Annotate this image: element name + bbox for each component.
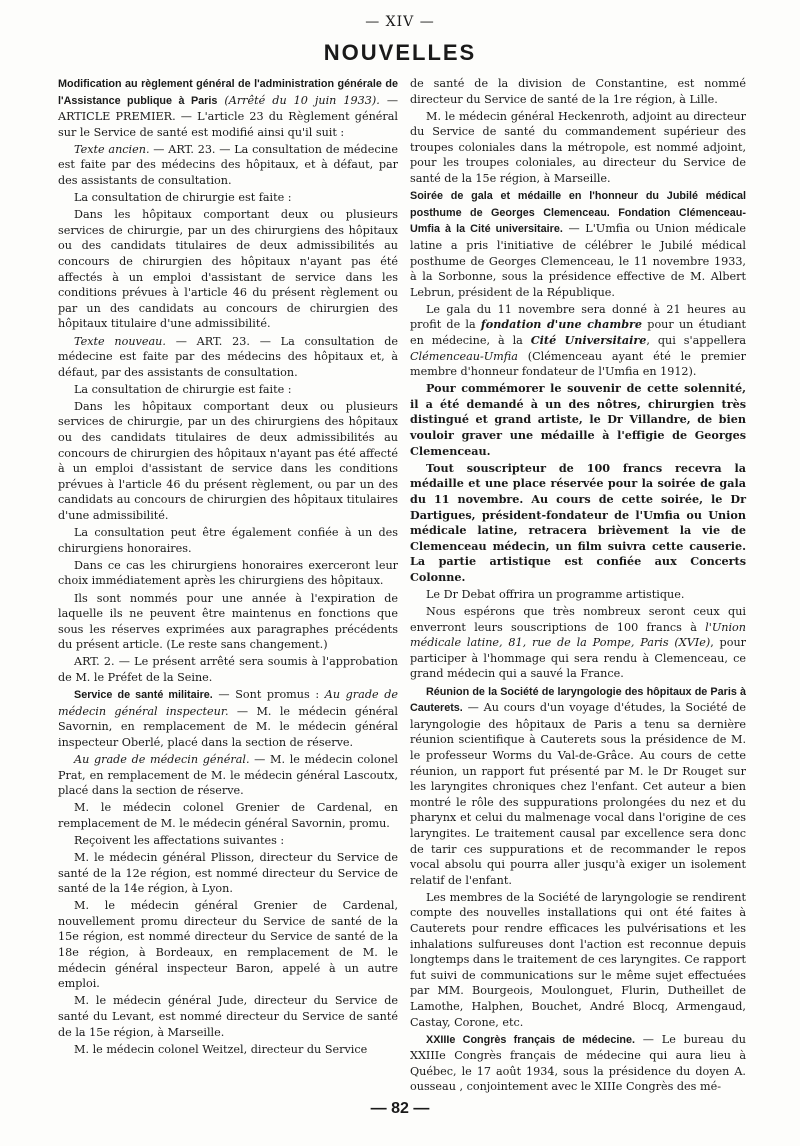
text-run: pour un étudiant en médecine, à la [410, 318, 747, 347]
paragraph: Dans les hôpitaux comportant deux ou plusieurs services de chirurgie, par un des chirurgiens des hôpitaux ou des candidats titulaires de deux admissibilités au concours de chirurgien des hôpitaux n'ayant pas été affectés à un emploi d'assistant de service dans les conditions prévues à l'article 46 du présent règlement ou par un des candidats au concours de chirurgien des hôpitaux titulaire d'une admissibilité. [58, 208, 398, 331]
article-laryngologie [410, 684, 746, 889]
section-title: NOUVELLES [323, 40, 477, 65]
paragraph [410, 604, 746, 682]
text-run: Nous espérons que très nombreux seront ceux qui enverront leurs souscriptions de 100 francs à [410, 605, 746, 634]
text-run: , qui s'appellera [646, 334, 747, 347]
emphasis: Clémenceau-Umfia [410, 349, 518, 363]
article-clemenceau [410, 188, 746, 300]
paragraph: Les membres de la Société de laryngologie se rendirent compte des nouvelles installations qui ont été faites à Cauterets pour rendre efficaces les pulvérisations et les inhalations sulfureuses dont l'action est reconnue depuis longtemps dans le traitement de ces laryngites. Ce rapport fut suivi de communications sur le même sujet effectuées par MM. Bourgeois, Moulonguet, Flurin, Dutheillet de Lamothe, Halphen, Bouchet, André Blocq, Armengaud, Castay, Corone, etc. [410, 890, 746, 1029]
paragraph: Dans les hôpitaux comportant deux ou plusieurs services de chirurgie, par un des chirurgiens des hôpitaux ou des candidats titulaires de deux admissibilités au concours de chirurgien des hôpitaux n'ayant pas été affecté à un emploi d'assistant de service dans les conditions prévues à l'article 46 du présent règlement, ou par un des candidats au concours de chirurgien des hôpitaux titulaires d'une admissibilité. [58, 399, 398, 523]
text-label: Texte ancien. [74, 142, 150, 156]
arrete-date: (Arrêté du 10 juin 1933). [224, 93, 380, 107]
paragraph: M. le médecin général Plisson, directeur du Service de santé de la 12e région, est nommé directeur du Service de santé de la 14e région, à Lyon. [58, 851, 398, 896]
paragraph: La consultation peut être également confiée à un des chirurgiens honoraires. [58, 526, 398, 555]
article-assistance [58, 76, 398, 140]
paragraph-text: — Sont promus : [218, 688, 320, 702]
article-heading: Soirée de gala et médaille en l'honneur du Jubilé médical posthume de Georges Clemenceau. Fondation Clémenceau-Umfia à la Cité universitaire. [410, 190, 746, 236]
paragraph: La consultation de chirurgie est faite : [74, 382, 292, 396]
emphasis: l'Union médicale latine, 81, rue de la Pompe, Paris (XVIe) [410, 620, 746, 650]
left-column [58, 76, 398, 1059]
paragraph: La consultation de chirurgie est faite : [74, 191, 292, 205]
paragraph: ART. 2. — Le présent arrêté sera soumis à l'approbation de M. le Préfet de la Seine. [58, 655, 398, 684]
paragraph: Reçoivent les affectations suivantes : [74, 833, 285, 847]
paragraph: Pour commémorer le souvenir de cette solennité, il a été demandé à un des nôtres, chirurgien très distingué et grand artiste, le Dr Villandre, de bien vouloir graver une médaille à l'effigie de Georges Clemenceau. [410, 381, 746, 458]
grade-label: Au grade de médecin général inspecteur. [58, 688, 399, 718]
article-heading: Modification au règlement général de l'administration générale de l'Assistance publique à Paris [58, 78, 398, 107]
article-heading: Service de santé militaire. [74, 689, 213, 702]
paragraph: M. le médecin général Grenier de Cardenal, nouvellement promu directeur du Service de santé de la 15e région, est nommé directeur du Service de santé de la 18e région, à Bordeaux, en remplacement de M. le médecin général inspecteur Baron, appelé à un autre emploi. [58, 899, 398, 991]
paragraph [410, 302, 746, 380]
paragraph: Tout souscripteur de 100 francs recevra la médaille et une place réservée pour la soirée de gala du 11 novembre. Au cours de cette soirée, le Dr Dartigues, président-fondateur de l'Umfia ou Union médicale latine, retracera brièvement la vie de Clemenceau médecin, un film suivra cette causerie. La partie artistique est confiée aux Concerts Colonne. [410, 460, 746, 584]
paragraph-text: — M. le médecin colonel Prat, en remplacement de M. le médecin général Lascoutx, placé dans la section de réserve. [58, 752, 398, 798]
paragraph-text: — M. le médecin général Savornin, en remplacement de M. le médecin général inspecteur Oberlé, placé dans la section de réserve. [58, 704, 398, 749]
paragraph-text: — ART. 23. — La consultation de médecine est faite par des médecins des hôpitaux et, à défaut, par des assistants de consultation. [58, 334, 398, 379]
paragraph: M. le médecin colonel Weitzel, directeur du Service [74, 1042, 368, 1056]
paragraph: Ils sont nommés pour une année à l'expiration de laquelle ils ne peuvent être maintenus en fonctions que sous les réserves exprimées aux paragraphes précédents du présent article. (Le reste sans changement.) [58, 591, 398, 652]
paragraph: Le Dr Debat offrira un programme artistique. [426, 588, 685, 601]
paragraph: M. le médecin général Jude, directeur du Service de santé du Levant, est nommé directeur du Service de santé de la 15e région, à Marseille. [58, 994, 398, 1039]
article-congres [410, 1032, 746, 1095]
paragraph [58, 334, 398, 381]
paragraph-text: — ART. 23. — La consultation de médecine est faite par des médecins des hôpitaux, et à défaut, par des assistants de consultation. [58, 142, 399, 188]
article-sante-militaire [58, 687, 398, 750]
article-heading: XXIIIe Congrès français de médecine. [426, 1033, 635, 1046]
paragraph-text: — L'Umfia ou Union médicale latine a pris l'initiative de célébrer le Jubilé médical posthume de Georges Clemenceau, le 11 novembre 1933, à la Sorbonne, sous la présidence effective de M. Albert Lebrun, président de la République. [410, 222, 746, 299]
text-label: Texte nouveau. [74, 334, 166, 348]
grade-label: Au grade de médecin général. [74, 752, 250, 766]
paragraph: Dans ce cas les chirurgiens honoraires exerceront leur choix immédiatement après les chirurgiens des hôpitaux. [58, 558, 398, 588]
paragraph [58, 142, 398, 189]
text-run: Le gala du 11 novembre sera donné à 21 heures au profit de la [410, 302, 746, 332]
paragraph [58, 752, 398, 799]
text-run: , pour participer à l'hommage qui sera rendu à Clemenceau, ce grand médecin qui a sauvé la France. [410, 636, 746, 681]
page-number: — 82 — [370, 1100, 430, 1117]
paragraph-text: — Le bureau du XXIIIe Congrès français de médecine qui aura lieu à Québec, le 17 août 1934, sous la présidence du doyen A. ousseau , conjointement avec le XIIIe Congrès des mé- [410, 1032, 746, 1094]
paragraph: de santé de la division de Constantine, est nommé directeur du Service de santé de la 1re région, à Lille. [410, 77, 746, 106]
text-run: (Clémenceau ayant été le premier membre d'honneur fondateur de l'Umfia en 1912). [410, 349, 746, 379]
paragraph: M. le médecin colonel Grenier de Cardenal, en remplacement de M. le médecin général Savornin, promu. [58, 801, 398, 830]
paragraph-text: — ARTICLE PREMIER. — L'article 23 du Règlement général sur le Service de santé est modifié ainsi qu'il suit : [58, 93, 399, 139]
emphasis: fondation d'une chambre [480, 317, 643, 332]
article-heading: Réunion de la Société de laryngologie des hôpitaux de Paris à Cauterets. [410, 685, 746, 715]
emphasis: Cité Universitaire [530, 333, 647, 347]
roman-folio: — XIV — [365, 14, 435, 30]
paragraph: M. le médecin général Heckenroth, adjoint au directeur du Service de santé du commandement supérieur des troupes coloniales dans la métropole, est nommé adjoint, pour les troupes coloniales, au directeur du Service de santé de la 15e région, à Marseille. [410, 109, 746, 186]
right-column [410, 76, 746, 1097]
paragraph-text: — Au cours d'un voyage d'études, la Société de laryngologie des hôpitaux de Paris a tenu sa dernière réunion scientifique à Cauterets sous la présidence de M. le professeur Worms du Val-de-Grâce. Au cours de cette réunion, un rapport fut présenté par M. le Dr Rouget sur les laryngites chroniques chez l'enfant. Cet auteur a bien montré le rôle des suppurations prolongées du nez et du pharynx et celui du malmenage vocal dans l'origine de ces laryngites. Le traitement causal par excellence sera donc de tarir ces suppurations et de recommander le repos vocal absolu qui pourra aller jusqu'à exiger un isolement relatif de l'enfant. [410, 701, 746, 887]
